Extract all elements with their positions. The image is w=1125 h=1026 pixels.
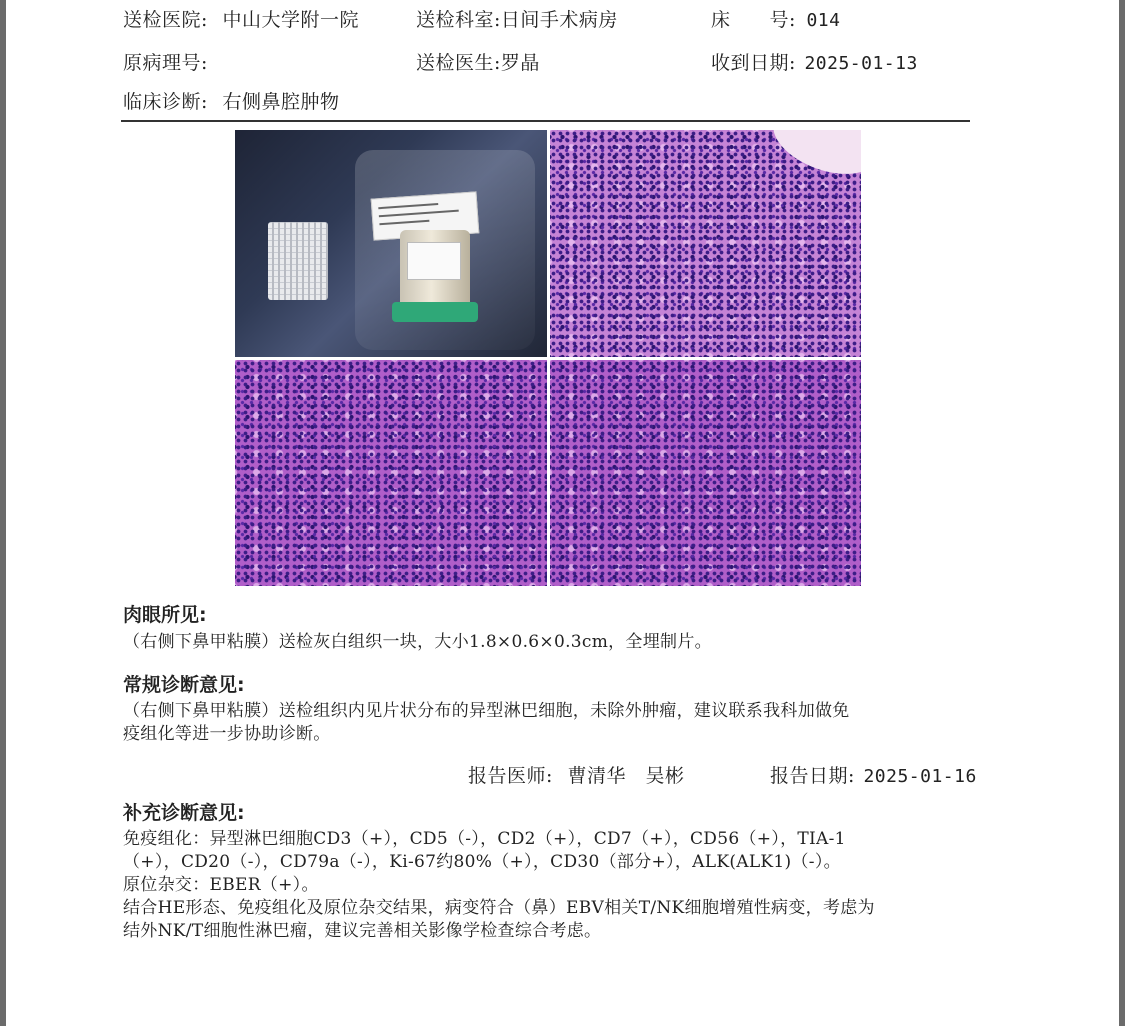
received-label: 收到日期: xyxy=(711,52,796,74)
left-frame xyxy=(0,0,6,1026)
specimen-photo xyxy=(235,130,547,357)
gross-text: （右侧下鼻甲粘膜）送检灰白组织一块，大小1.8×0.6×0.3cm，全埋制片。 xyxy=(123,632,712,652)
routine-title: 常规诊断意见: xyxy=(123,674,245,696)
image-grid xyxy=(235,130,861,586)
supplement-line-1: 免疫组化：异型淋巴细胞CD3（+），CD5（-），CD2（+），CD7（+），CD56（+），TIA-1 xyxy=(123,829,846,849)
dept-value: 日间手术病房 xyxy=(500,9,618,31)
he-stain-high-power-2 xyxy=(550,360,861,586)
gross-title: 肉眼所见: xyxy=(123,604,207,626)
jar-cap xyxy=(392,302,478,322)
he-stain-high-power-1 xyxy=(235,360,547,586)
supplement-line-5: 结外NK/T细胞性淋巴瘤，建议完善相关影像学检查综合考虑。 xyxy=(123,921,602,941)
hospital-row xyxy=(123,5,359,32)
report-date-label: 报告日期: xyxy=(770,765,855,787)
supplement-line-4: 结合HE形态、免疫组化及原位杂交结果，病变符合（鼻）EBV相关T/NK细胞增殖性病变，考虑为 xyxy=(123,898,875,918)
report-date-row xyxy=(770,761,977,788)
received-row xyxy=(711,48,918,75)
tissue-cassette xyxy=(268,222,328,300)
bed-value: 014 xyxy=(806,10,841,31)
supplement-line-2: （+），CD20（-），CD79a（-），Ki-67约80%（+），CD30（部分+），ALK(ALK1)（-）。 xyxy=(123,852,841,872)
doctor-value: 罗晶 xyxy=(500,52,540,74)
report-doctors: 曹清华 吴彬 xyxy=(567,765,685,787)
jar-label xyxy=(407,242,461,280)
clinical-row xyxy=(123,87,339,114)
supplement-title: 补充诊断意见: xyxy=(123,802,245,824)
received-date: 2025-01-13 xyxy=(804,53,918,74)
doctor-row xyxy=(416,48,540,75)
dept-row xyxy=(416,5,618,32)
clinical-label: 临床诊断: xyxy=(123,91,208,113)
report-doctor-row xyxy=(468,761,684,788)
hospital-value: 中山大学附一院 xyxy=(222,9,359,31)
report-date: 2025-01-16 xyxy=(863,766,977,787)
doctor-label: 送检医生: xyxy=(416,52,501,74)
routine-line-1: （右侧下鼻甲粘膜）送检组织内见片状分布的异型淋巴细胞，未除外肿瘤，建议联系我科加做免 xyxy=(123,701,850,721)
hospital-label: 送检医院: xyxy=(123,9,208,31)
bed-row xyxy=(711,5,840,32)
dept-label: 送检科室: xyxy=(416,9,501,31)
orig-path-row xyxy=(123,48,208,75)
he-stain-low-power xyxy=(550,130,861,357)
report-doctor-label: 报告医师: xyxy=(468,765,553,787)
routine-line-2: 疫组化等进一步协助诊断。 xyxy=(123,724,331,744)
header-divider xyxy=(121,120,970,122)
orig-path-label: 原病理号: xyxy=(123,52,208,74)
right-frame xyxy=(1119,0,1125,1026)
clinical-value: 右侧鼻腔肿物 xyxy=(222,91,340,113)
bed-label: 床 号: xyxy=(711,9,796,31)
supplement-line-3: 原位杂交：EBER（+）。 xyxy=(123,875,319,895)
